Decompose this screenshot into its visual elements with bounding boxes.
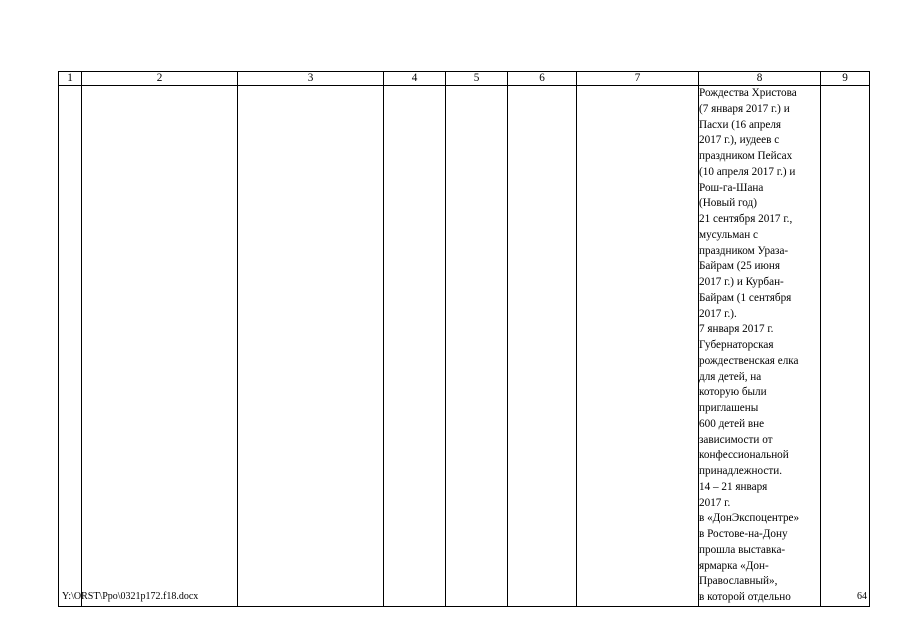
text-line: ярмарка «Дон-: [699, 559, 769, 572]
text-line: 2017 г.) и Курбан-: [699, 276, 784, 288]
table-cell-col5: [446, 86, 508, 607]
text-line: для детей, на: [699, 370, 762, 383]
text-line: 2017 г.: [699, 496, 731, 509]
table-cell-col6: [508, 86, 577, 607]
text-line: (Новый год): [699, 197, 757, 210]
table-cell-col7: [577, 86, 699, 607]
text-line: прошла выставка-: [699, 543, 786, 556]
text-line: приглашены: [699, 402, 759, 414]
table-header-row: [59, 72, 870, 86]
column-header-4: 4: [384, 72, 446, 86]
text-line: 2017 г.), иудеев с: [699, 134, 780, 147]
text-line: Православный»,: [699, 575, 778, 588]
column-header-3: 3: [238, 72, 384, 86]
text-line: Губернаторская: [699, 339, 774, 351]
text-line: 21 сентября 2017 г.,: [699, 213, 793, 225]
text-line: мусульман с: [699, 228, 758, 241]
table-cell-col4: [384, 86, 446, 607]
text-line: праздником Пейсах: [699, 150, 793, 162]
text-line: Байрам (25 июня: [699, 260, 781, 273]
footer-page-number: 64: [857, 591, 867, 602]
text-line: в которой отдельно: [699, 591, 791, 603]
text-line: 2017 г.).: [699, 307, 737, 320]
table-cell-col2: [82, 86, 238, 607]
text-line: (10 апреля 2017 г.) и: [699, 165, 796, 178]
text-line: зависимости от: [699, 433, 773, 446]
text-line: Рош-га-Шана: [699, 181, 764, 194]
text-line: (7 января 2017 г.) и: [699, 102, 790, 115]
text-line: Рождества Христова: [699, 87, 797, 99]
text-line: которую были: [699, 386, 767, 399]
text-line: в «ДонЭкспоцентре»: [699, 512, 800, 525]
footer-file-path: Y:\ORST\Ppo\0321p172.f18.docx: [62, 591, 199, 602]
table-cell-col9: [821, 86, 870, 607]
column-header-9: 9: [821, 72, 870, 86]
table-cell-col1: [59, 86, 82, 607]
table-cell-col8: [699, 86, 821, 607]
text-line: принадлежности.: [699, 465, 782, 477]
table-row: [59, 86, 870, 607]
column-header-5: 5: [446, 72, 508, 86]
column-header-6: 6: [508, 72, 577, 86]
text-line: праздником Ураза-: [699, 244, 789, 257]
text-line: рождественская елка: [699, 354, 799, 367]
text-line: 14 – 21 января: [699, 480, 768, 493]
text-line: Пасхи (16 апреля: [699, 118, 782, 131]
column-header-7: 7: [577, 72, 699, 86]
text-line: конфессиональной: [699, 449, 789, 462]
text-line: Байрам (1 сентября: [699, 291, 792, 304]
column-header-1: 1: [59, 72, 82, 86]
text-line: 7 января 2017 г.: [699, 323, 774, 336]
column-header-2: 2: [82, 72, 238, 86]
text-line: в Ростове-на-Дону: [699, 528, 788, 540]
table-cell-col3: [238, 86, 384, 607]
text-line: 600 детей вне: [699, 417, 765, 430]
data-table: [58, 71, 870, 607]
column-header-8: 8: [699, 72, 821, 86]
